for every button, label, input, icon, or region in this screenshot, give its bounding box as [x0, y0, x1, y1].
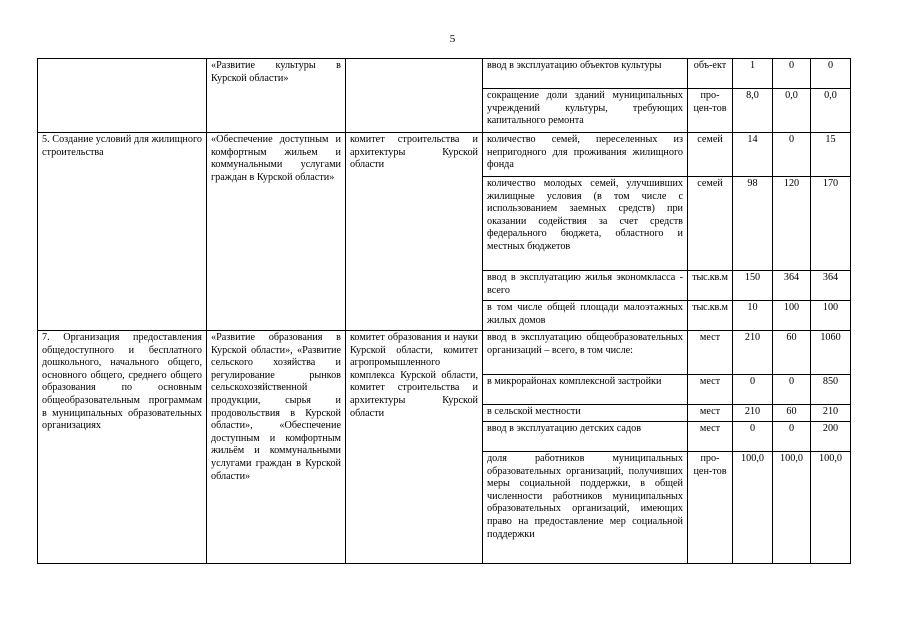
- unit-cell: про-цен-тов: [688, 452, 733, 564]
- unit-cell: мест: [688, 405, 733, 422]
- value-cell: 100,0: [811, 452, 851, 564]
- program-cell: «Развитие культуры в Курской области»: [207, 59, 346, 133]
- value-cell: 0,0: [811, 89, 851, 133]
- table-row: [38, 133, 851, 177]
- value-cell: 364: [773, 271, 811, 301]
- value-cell: 100,0: [773, 452, 811, 564]
- value-cell: 0: [733, 375, 773, 405]
- value-cell: 210: [733, 331, 773, 375]
- indicator-cell: ввод в эксплуатацию объектов культуры: [483, 59, 688, 89]
- table-row: [38, 59, 851, 89]
- value-cell: 10: [733, 301, 773, 331]
- value-cell: 170: [811, 177, 851, 271]
- value-cell: 0: [733, 422, 773, 452]
- unit-cell: тыс.кв.м: [688, 301, 733, 331]
- value-cell: 150: [733, 271, 773, 301]
- program-cell: «Развитие образования в Курской области», «Развитие сельского хозяйства и регулирование рынков сельскохозяйственной продукции, сырья и продовольствия в Курской области», «Обеспечение доступным и комфортным жильём и коммунальными услугами граждан в Курской области»: [207, 331, 346, 564]
- indicator-cell: ввод в эксплуатацию детских садов: [483, 422, 688, 452]
- indicator-cell: ввод в эксплуатацию жилья экономкласса - всего: [483, 271, 688, 301]
- value-cell: 100,0: [733, 452, 773, 564]
- value-cell: 120: [773, 177, 811, 271]
- value-cell: 100: [773, 301, 811, 331]
- value-cell: 14: [733, 133, 773, 177]
- direction-cell: [38, 59, 207, 133]
- value-cell: 210: [733, 405, 773, 422]
- value-cell: 0: [773, 133, 811, 177]
- value-cell: 0: [811, 59, 851, 89]
- unit-cell: тыс.кв.м: [688, 271, 733, 301]
- indicator-cell: сокращение доли зданий муниципальных учреждений культуры, требующих капитального ремонта: [483, 89, 688, 133]
- indicators-table: [37, 58, 851, 564]
- indicator-cell: ввод в эксплуатацию общеобразовательных организаций – всего, в том числе:: [483, 331, 688, 375]
- unit-cell: семей: [688, 133, 733, 177]
- direction-cell: 5. Создание условий для жилищного строительства: [38, 133, 207, 331]
- value-cell: 60: [773, 331, 811, 375]
- unit-cell: мест: [688, 422, 733, 452]
- responsible-cell: [346, 59, 483, 133]
- direction-cell: 7. Организация предоставления общедоступного и бесплатного дошкольного, начального общего, основного общего, среднего общего образования по основным общеобразовательным программам в муниципальных образовательных организациях: [38, 331, 207, 564]
- responsible-cell: комитет образования и науки Курской области, комитет агропромышленного комплекса Курской области, комитет строительства и архитектуры Курской области: [346, 331, 483, 564]
- value-cell: 210: [811, 405, 851, 422]
- value-cell: 0: [773, 375, 811, 405]
- unit-cell: объ-ект: [688, 59, 733, 89]
- value-cell: 0: [773, 59, 811, 89]
- value-cell: 0,0: [773, 89, 811, 133]
- indicator-cell: количество семей, переселенных из непригодного для проживания жилищного фонда: [483, 133, 688, 177]
- program-cell: «Обеспечение доступным и комфортным жильем и коммунальными услугами граждан в Курской области»: [207, 133, 346, 331]
- page-number: 5: [449, 33, 456, 45]
- indicator-cell: в микрорайонах комплексной застройки: [483, 375, 688, 405]
- value-cell: 8,0: [733, 89, 773, 133]
- unit-cell: семей: [688, 177, 733, 271]
- value-cell: 60: [773, 405, 811, 422]
- unit-cell: про-цен-тов: [688, 89, 733, 133]
- value-cell: 200: [811, 422, 851, 452]
- indicator-cell: в том числе общей площади малоэтажных жилых домов: [483, 301, 688, 331]
- indicator-cell: в сельской местности: [483, 405, 688, 422]
- value-cell: 98: [733, 177, 773, 271]
- indicator-cell: количество молодых семей, улучшивших жилищные условия (в том числе с использованием заемных средств) при оказании содействия за счет средств федерального бюджета, областного и местных бюджетов: [483, 177, 688, 271]
- value-cell: 100: [811, 301, 851, 331]
- value-cell: 1: [733, 59, 773, 89]
- responsible-cell: комитет строительства и архитектуры Курской области: [346, 133, 483, 331]
- unit-cell: мест: [688, 375, 733, 405]
- value-cell: 850: [811, 375, 851, 405]
- table-row: [38, 331, 851, 375]
- indicator-cell: доля работников муниципальных образовательных организаций, получивших меры социальной поддержки, в общей численности работников муниципальных образовательных организаций, имеющих право на предоставление мер социальной поддержки: [483, 452, 688, 564]
- value-cell: 1060: [811, 331, 851, 375]
- unit-cell: мест: [688, 331, 733, 375]
- value-cell: 0: [773, 422, 811, 452]
- value-cell: 15: [811, 133, 851, 177]
- value-cell: 364: [811, 271, 851, 301]
